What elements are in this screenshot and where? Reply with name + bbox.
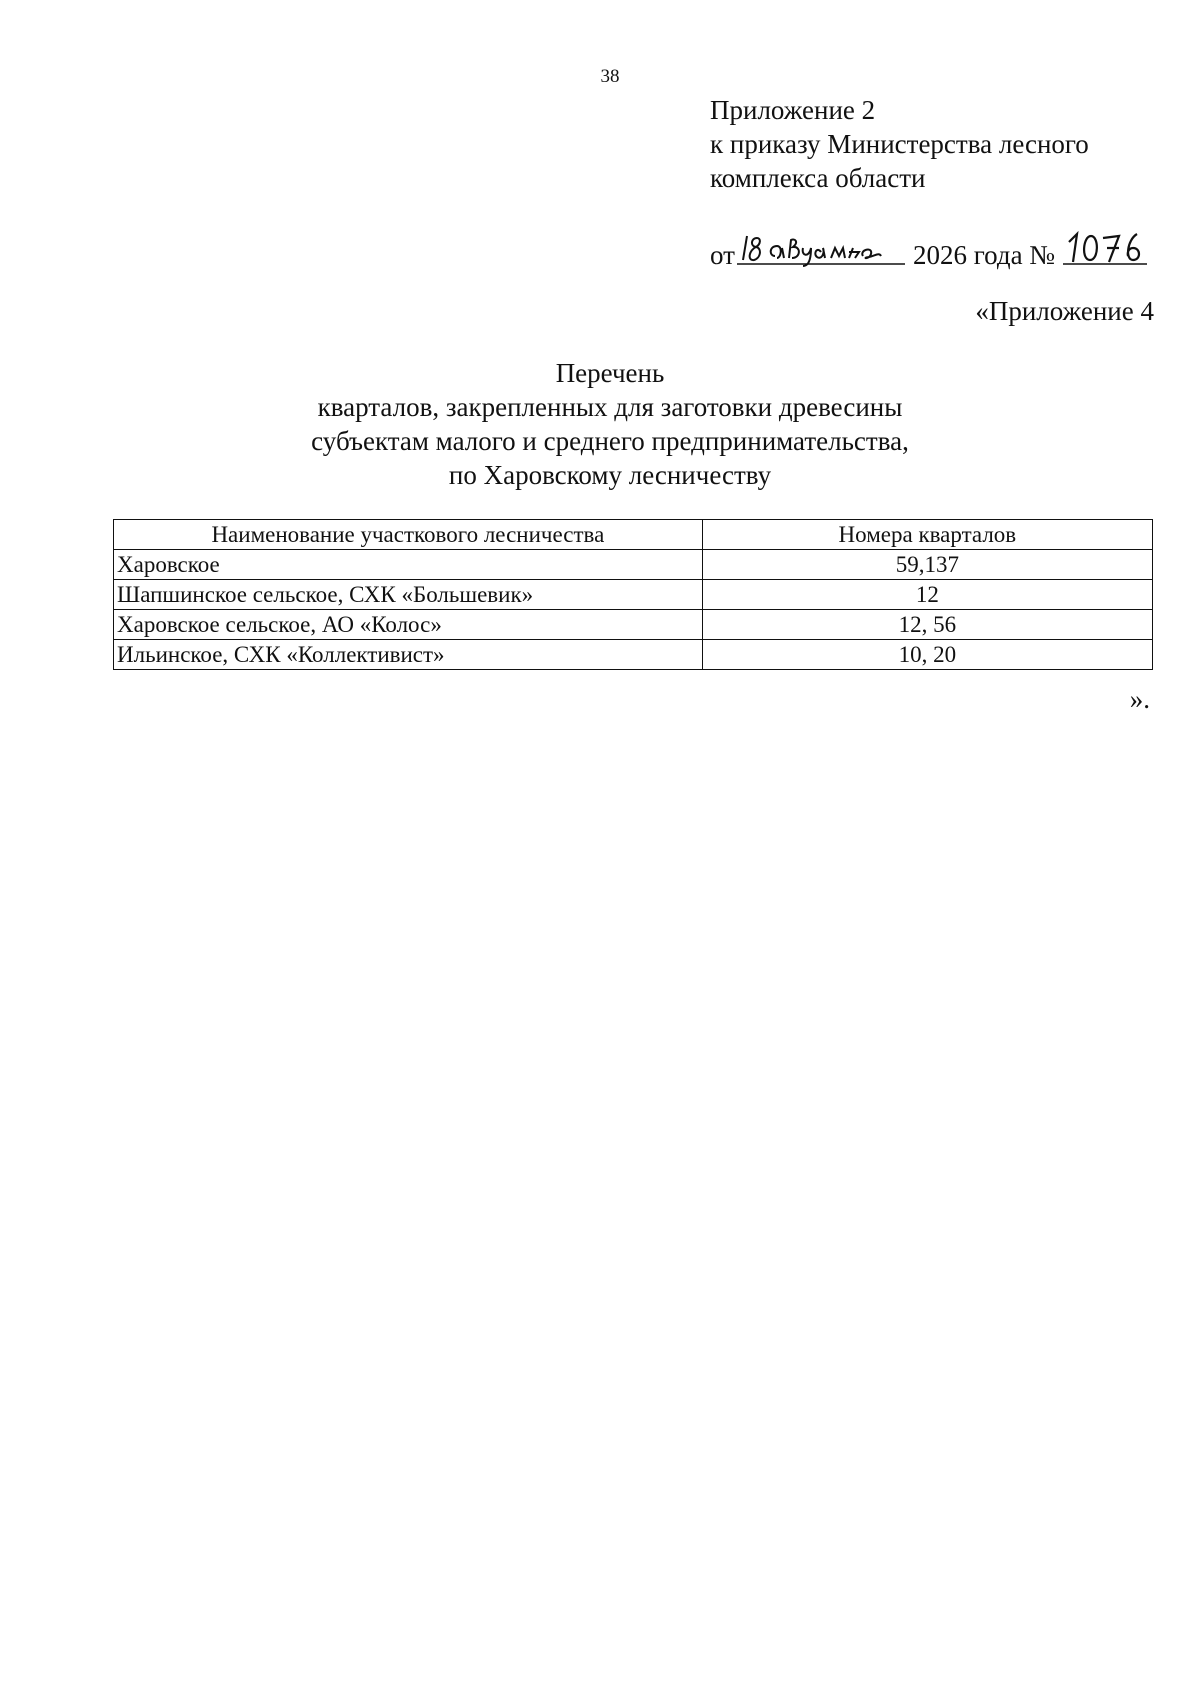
handwritten-number — [1063, 230, 1153, 270]
title-line-1: Перечень — [555, 358, 665, 388]
appendix-line-2: к приказу Министерства лесного — [710, 129, 1089, 159]
quarters-cell: 12 — [702, 580, 1152, 610]
order-date-line — [710, 224, 1153, 275]
column-header-forestry: Наименование участкового лесничества — [114, 520, 703, 550]
forestry-name-cell: Харовское сельское, АО «Колос» — [114, 610, 703, 640]
table-row — [114, 550, 1153, 580]
handwritten-date-ink — [737, 230, 909, 270]
appendix-reference: «Приложение 4 — [975, 296, 1154, 326]
quarters-cell: 59,137 — [702, 550, 1152, 580]
table-row — [114, 610, 1153, 640]
closing-quote: ». — [1129, 684, 1150, 714]
page-number: 38 — [600, 66, 620, 87]
appendix-line-1: Приложение 2 — [710, 95, 876, 125]
table-header-row — [114, 520, 1153, 550]
appendix-line-3: комплекса области — [710, 163, 926, 193]
title-line-4: по Харовскому лесничеству — [448, 460, 772, 490]
table-row — [114, 580, 1153, 610]
forestry-name-cell: Ильинское, СХК «Коллективист» — [114, 640, 703, 670]
handwritten-date — [737, 230, 909, 270]
order-prefix: от — [710, 240, 735, 270]
quarters-table — [113, 519, 1153, 670]
quarters-cell: 12, 56 — [702, 610, 1152, 640]
document-title — [100, 356, 1120, 492]
forestry-name-cell: Шапшинское сельское, СХК «Большевик» — [114, 580, 703, 610]
title-line-2: кварталов, закрепленных для заготовки древесины — [317, 392, 903, 422]
quarters-cell: 10, 20 — [702, 640, 1152, 670]
table-row — [114, 640, 1153, 670]
order-year-text: 2026 года № — [912, 240, 1056, 270]
forestry-name-cell: Харовское — [114, 550, 703, 580]
title-line-3: субъектам малого и среднего предпринимательства, — [311, 426, 909, 456]
handwritten-number-ink — [1063, 230, 1153, 270]
column-header-quarters: Номера кварталов — [702, 520, 1152, 550]
appendix-header — [710, 93, 1089, 195]
